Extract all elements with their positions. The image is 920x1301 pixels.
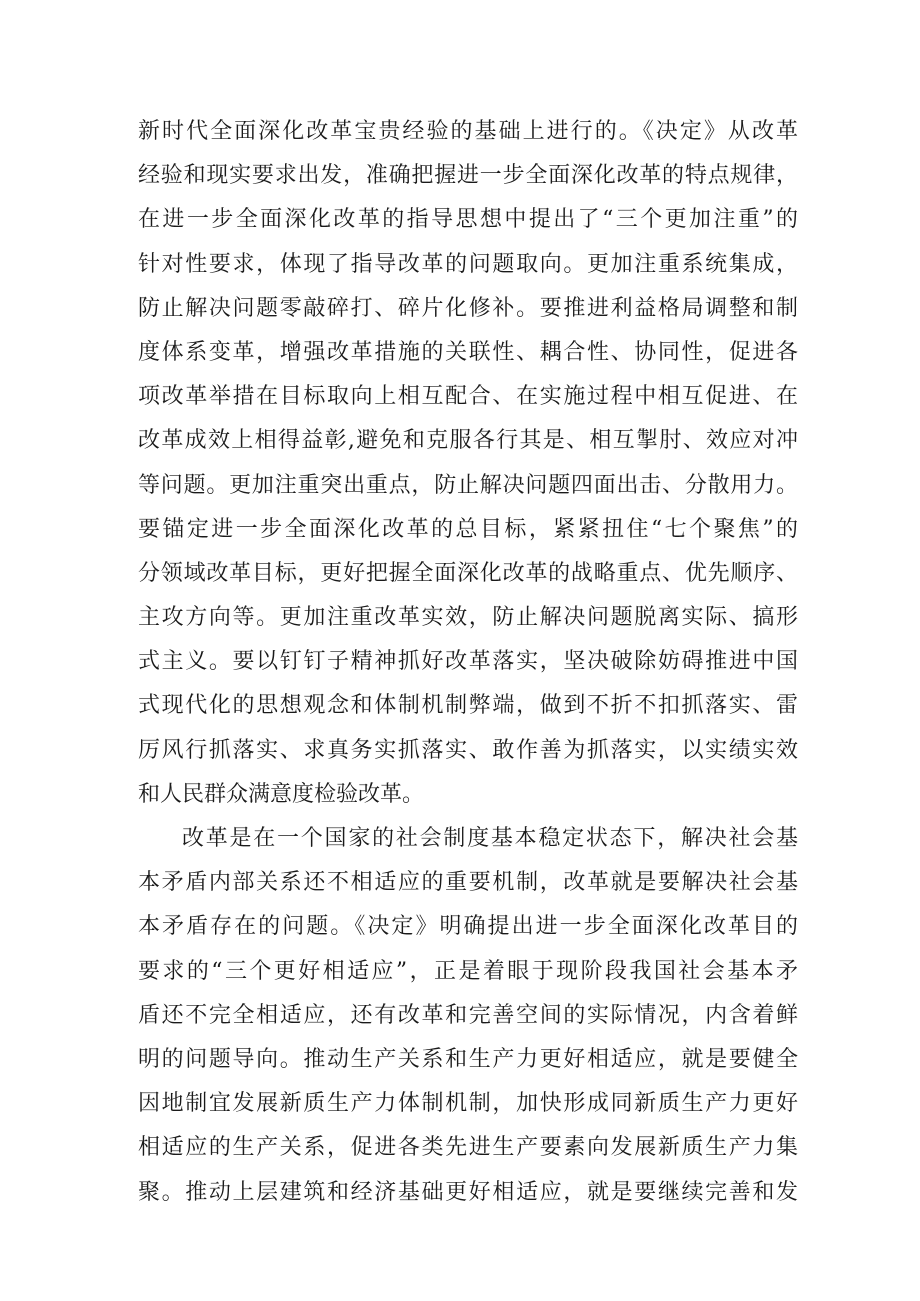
- text-line: 相适应的生产关系，促进各类先进生产要素向发展新质生产力集: [138, 1135, 798, 1161]
- text-line: 本矛盾存在的问题。《决定》明确提出进一步全面深化改革目的: [138, 914, 798, 940]
- text-line: 主攻方向等。更加注重改革实效，防止解决问题脱离实际、搞形: [138, 605, 798, 631]
- text-line: 要锚定进一步全面深化改革的总目标，紧紧扭住“七个聚焦”的: [138, 516, 798, 542]
- text-line: 厉风行抓落实、求真务实抓落实、敢作善为抓落实，以实绩实效: [138, 737, 798, 763]
- text-line: 聚。推动上层建筑和经济基础更好相适应，就是要继续完善和发: [138, 1179, 798, 1205]
- text-line: 本矛盾内部关系还不相适应的重要机制，改革就是要解决社会基: [138, 870, 798, 896]
- text-line: 式现代化的思想观念和体制机制弊端，做到不折不扣抓落实、雷: [138, 693, 798, 719]
- text-line: 改革是在一个国家的社会制度基本稳定状态下，解决社会基: [182, 826, 798, 851]
- text-line: 明的问题导向。推动生产关系和生产力更好相适应，就是要健全: [138, 1046, 798, 1072]
- document-body: [138, 110, 798, 1215]
- text-line: 盾还不完全相适应，还有改革和完善空间的实际情况，内含着鲜: [138, 1002, 798, 1028]
- text-line: 在进一步全面深化改革的指导思想中提出了“三个更加注重”的: [138, 207, 798, 233]
- text-line: 改革成效上相得益彰,避免和克服各行其是、相互掣肘、效应对冲: [138, 428, 798, 454]
- paragraph-2: [138, 817, 798, 1215]
- text-line: 经验和现实要求出发，准确把握进一步全面深化改革的特点规律，: [138, 163, 798, 189]
- text-line: 新时代全面深化改革宝贵经验的基础上进行的。《决定》从改革: [138, 119, 798, 144]
- text-line: 项改革举措在目标取向上相互配合、在实施过程中相互促进、在: [138, 384, 798, 410]
- text-line: 防止解决问题零敲碎打、碎片化修补。要推进利益格局调整和制: [138, 295, 798, 321]
- text-line: 分领域改革目标，更好把握全面深化改革的战略重点、优先顺序、: [138, 560, 798, 586]
- paragraph-1: [138, 110, 798, 817]
- text-line: 针对性要求，体现了指导改革的问题取向。更加注重系统集成，: [138, 251, 798, 277]
- text-line: 度体系变革，增强改革措施的关联性、耦合性、协同性，促进各: [138, 339, 798, 365]
- text-line: 要求的“三个更好相适应”，正是着眼于现阶段我国社会基本矛: [138, 958, 798, 984]
- text-line: 和人民群众满意度检验改革。: [138, 781, 425, 807]
- text-line: 等问题。更加注重突出重点，防止解决问题四面出击、分散用力。: [138, 472, 798, 498]
- text-line: 式主义。要以钉钉子精神抓好改革落实，坚决破除妨碍推进中国: [138, 649, 798, 675]
- text-line: 因地制宜发展新质生产力体制机制，加快形成同新质生产力更好: [138, 1091, 798, 1117]
